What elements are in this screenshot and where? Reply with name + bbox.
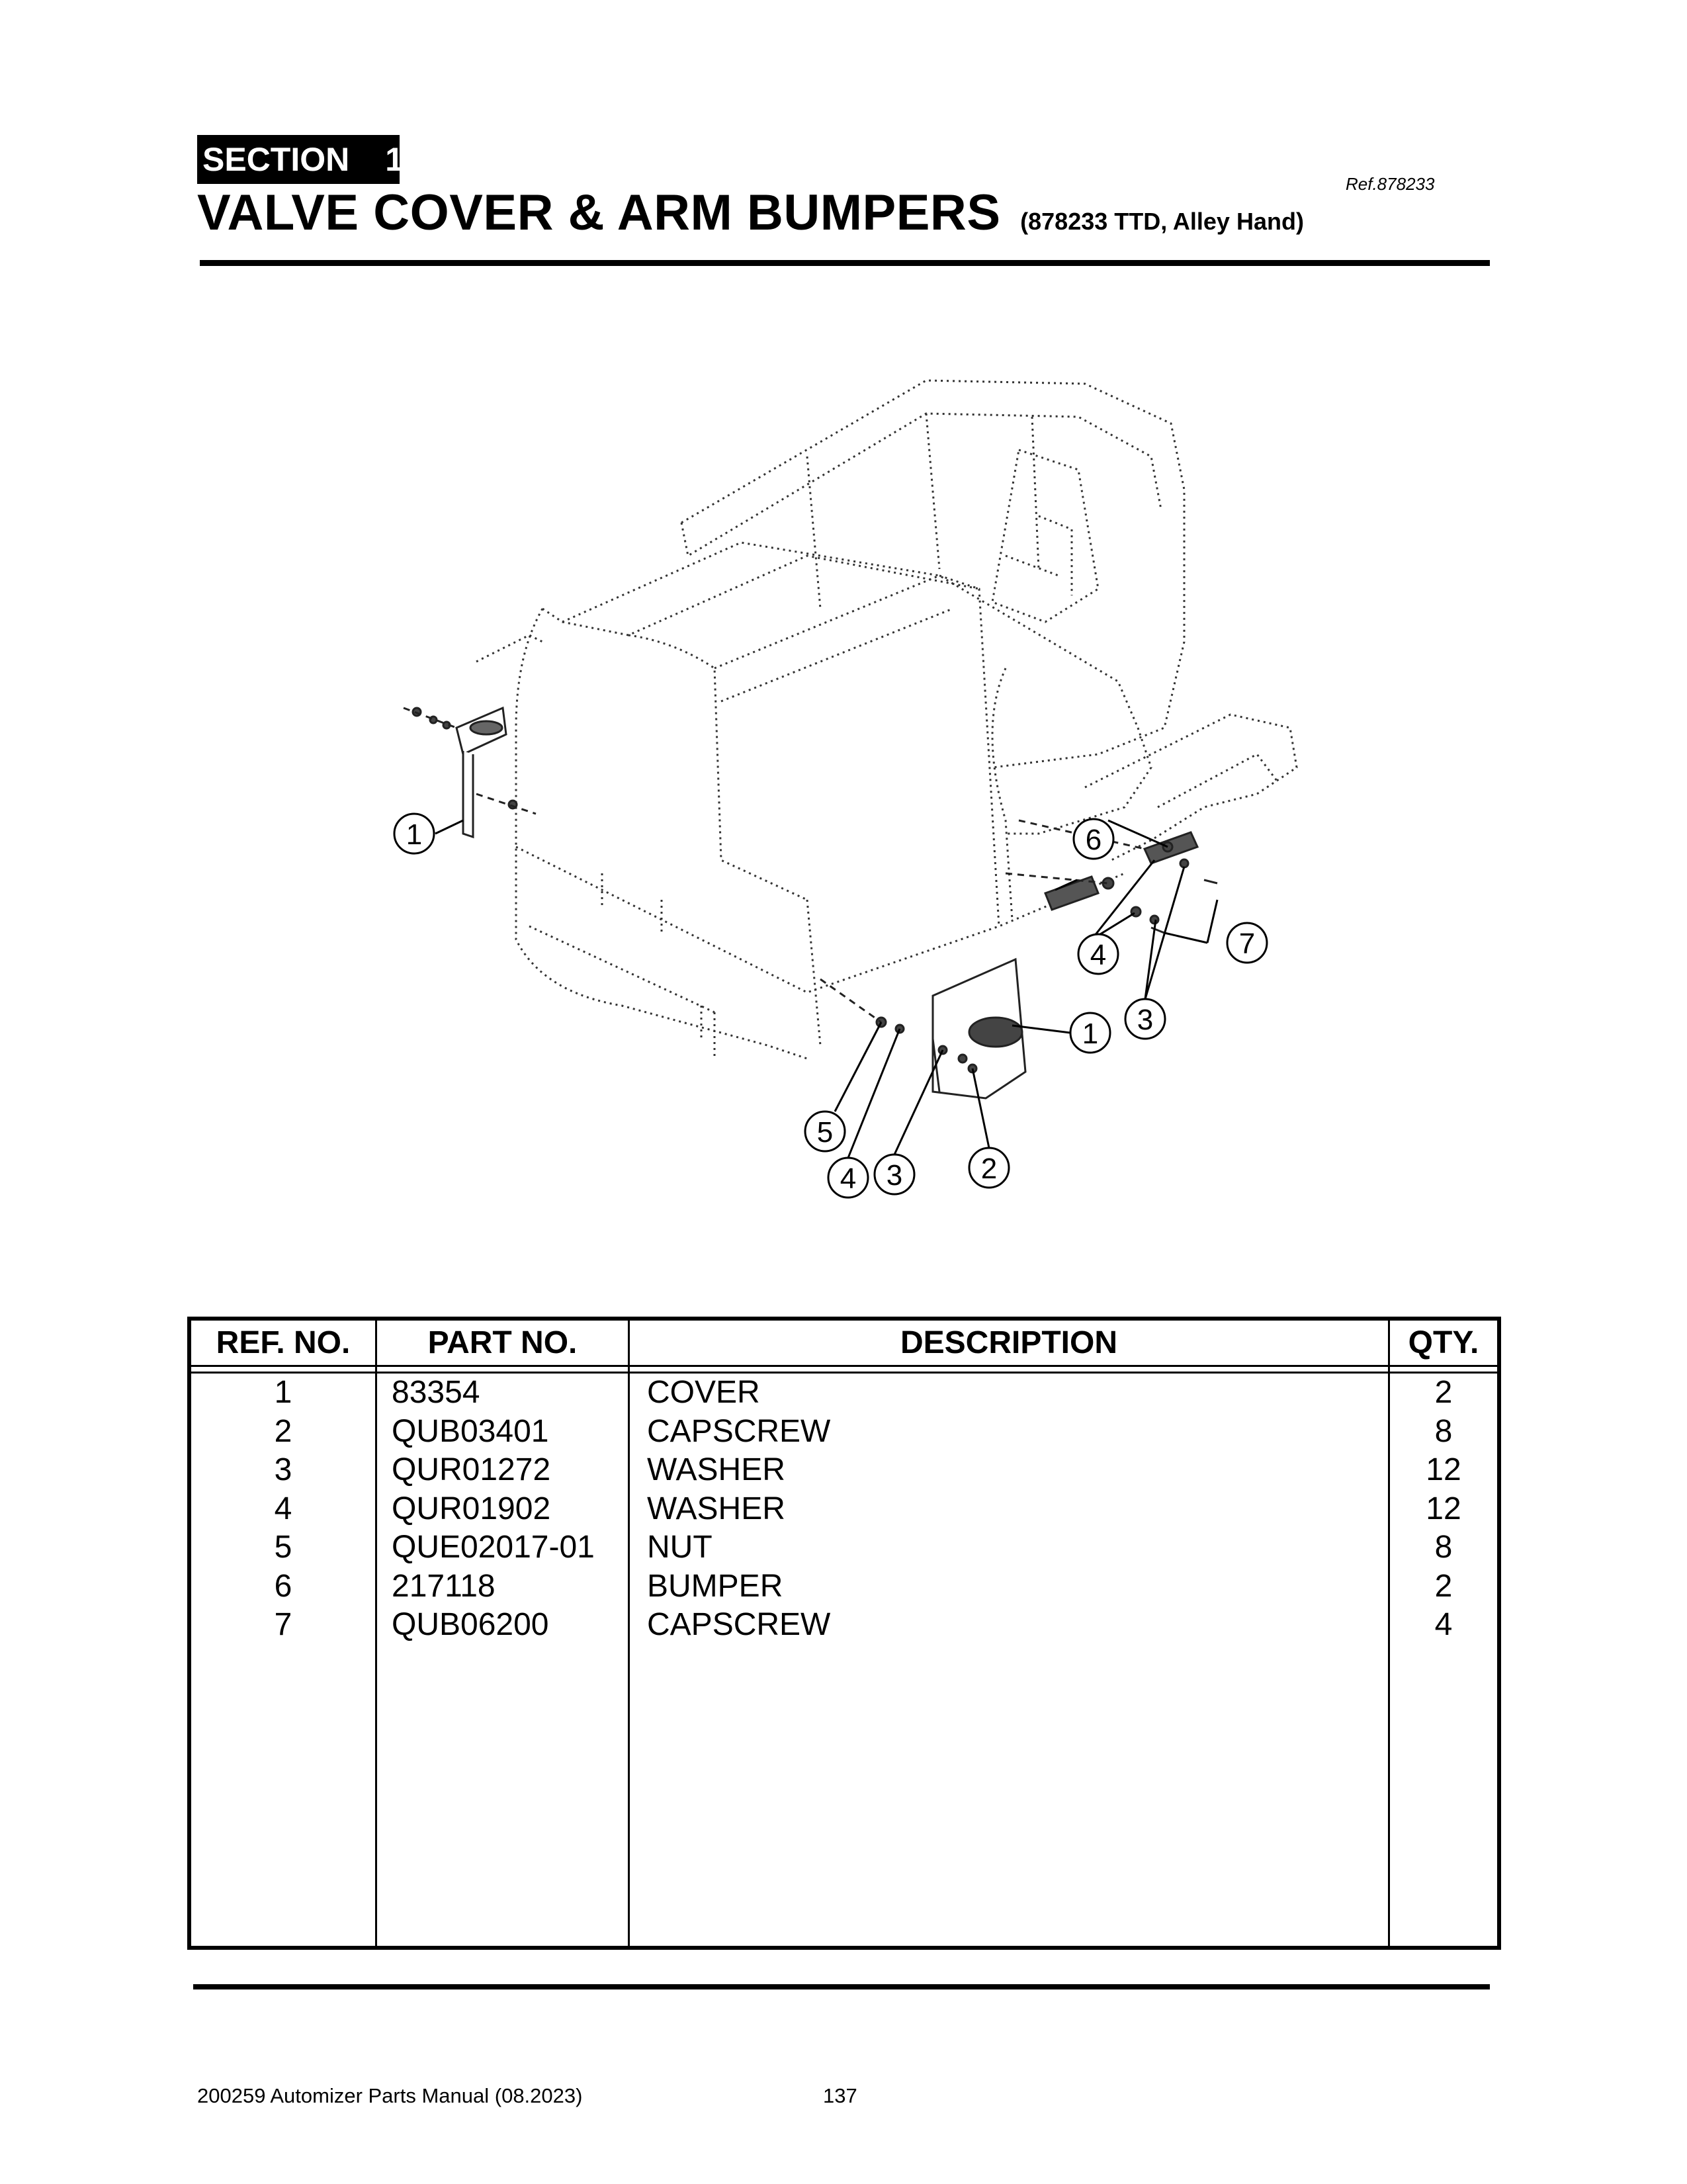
cell-ref: 7 <box>274 1607 292 1642</box>
header-rule <box>191 1365 1497 1367</box>
page-title <box>197 184 1304 241</box>
footer-manual-title: 200259 Automizer Parts Manual (08.2023) <box>197 2084 583 2107</box>
callout-4-right <box>1078 934 1118 974</box>
callout-1-left <box>394 814 434 853</box>
footer-page-number: 137 <box>823 2084 857 2107</box>
title-text: VALVE COVER & ARM BUMPERS <box>197 185 1001 241</box>
cell-part: 83354 <box>392 1375 480 1410</box>
cell-qty: 4 <box>1434 1607 1453 1642</box>
cell-desc: WASHER <box>647 1491 785 1526</box>
cell-part: 217118 <box>392 1568 496 1604</box>
cell-qty: 8 <box>1434 1413 1453 1449</box>
callout-2 <box>969 1148 1009 1188</box>
svg-text:7: 7 <box>1238 928 1256 960</box>
cell-qty: 12 <box>1426 1452 1461 1487</box>
section-label: SECTION <box>202 141 350 178</box>
table-body <box>191 1374 1497 1645</box>
exploded-parts-diagram <box>344 357 1310 1211</box>
table-row <box>191 1374 1497 1413</box>
callout-7 <box>1227 923 1267 963</box>
callouts <box>394 814 1267 1198</box>
cell-qty: 8 <box>1434 1530 1453 1565</box>
svg-text:4: 4 <box>840 1162 857 1195</box>
svg-text:5: 5 <box>816 1116 834 1149</box>
cell-ref: 2 <box>274 1413 292 1449</box>
cell-part: QUE02017-01 <box>392 1530 595 1565</box>
table-row <box>191 1528 1497 1567</box>
cell-part: QUR01272 <box>392 1452 551 1487</box>
header-description: DESCRIPTION <box>900 1325 1118 1360</box>
svg-text:3: 3 <box>886 1159 903 1192</box>
table-row <box>191 1451 1497 1490</box>
cell-desc: COVER <box>647 1375 760 1410</box>
svg-text:2: 2 <box>980 1153 998 1185</box>
section-badge <box>197 135 404 184</box>
parts-table <box>187 1317 1501 1950</box>
table-row <box>191 1490 1497 1529</box>
callout-4-front <box>828 1158 868 1198</box>
machine-outline <box>476 380 1297 1059</box>
header-qty: QTY. <box>1408 1325 1479 1360</box>
cell-ref: 1 <box>274 1375 292 1410</box>
top-rule <box>200 260 1490 266</box>
cell-part: QUR01902 <box>392 1491 551 1526</box>
callout-5 <box>805 1112 845 1151</box>
callout-6 <box>1074 819 1113 859</box>
header-ref-no: REF. NO. <box>216 1325 351 1360</box>
cell-part: QUB06200 <box>392 1607 549 1642</box>
leader-lines <box>435 820 1217 1158</box>
svg-text:4: 4 <box>1090 939 1107 971</box>
svg-text:6: 6 <box>1085 824 1102 856</box>
svg-text:3: 3 <box>1137 1004 1154 1036</box>
cell-qty: 2 <box>1434 1375 1453 1410</box>
cell-ref: 5 <box>274 1530 292 1565</box>
cell-qty: 2 <box>1434 1568 1453 1604</box>
cell-ref: 6 <box>274 1568 292 1604</box>
table-row <box>191 1606 1497 1645</box>
callout-3-front <box>875 1155 914 1194</box>
cell-qty: 12 <box>1426 1491 1461 1526</box>
cell-ref: 3 <box>274 1452 292 1487</box>
reference-number: Ref.878233 <box>1346 174 1435 194</box>
section-number: 1 <box>385 141 404 178</box>
header-part-no: PART NO. <box>427 1325 578 1360</box>
callout-3-right <box>1125 999 1165 1039</box>
svg-text:1: 1 <box>1082 1018 1099 1050</box>
left-cover-assembly <box>413 708 517 837</box>
cell-desc: NUT <box>647 1530 713 1565</box>
bottom-rule <box>193 1984 1490 1989</box>
table-row <box>191 1567 1497 1606</box>
title-subtitle: (878233 TTD, Alley Hand) <box>1020 208 1304 235</box>
svg-text:1: 1 <box>406 818 423 851</box>
table-row <box>191 1413 1497 1452</box>
cell-desc: BUMPER <box>647 1568 783 1604</box>
cell-desc: WASHER <box>647 1452 785 1487</box>
cell-ref: 4 <box>274 1491 292 1526</box>
cell-part: QUB03401 <box>392 1413 549 1449</box>
callout-1-front <box>1070 1013 1110 1053</box>
cell-desc: CAPSCREW <box>647 1607 831 1642</box>
cell-desc: CAPSCREW <box>647 1413 831 1449</box>
